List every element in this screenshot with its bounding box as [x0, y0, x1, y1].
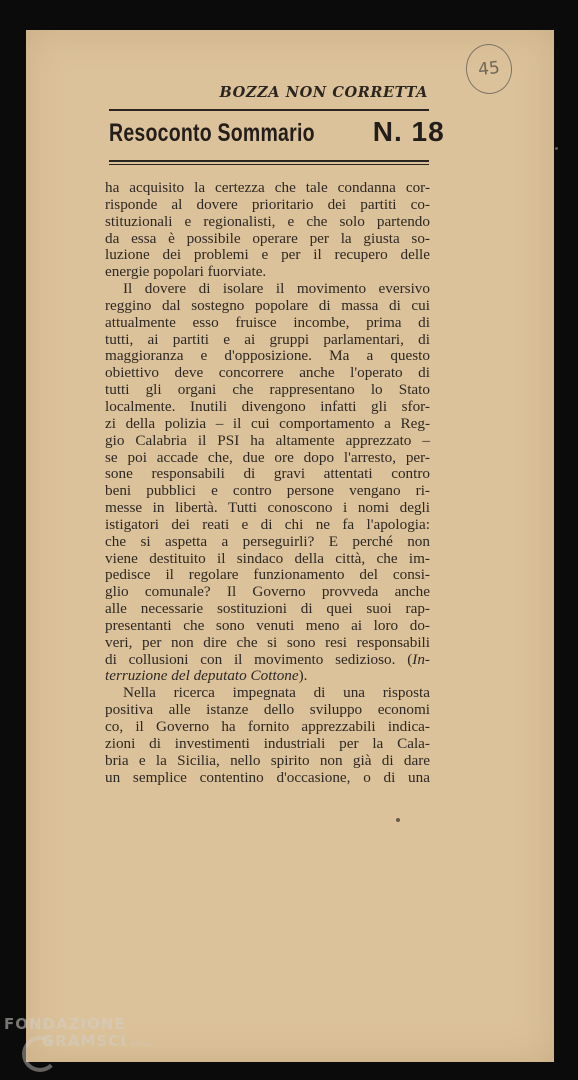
text-line: messe in libertà. Tutti conoscono i nomi degli: [105, 499, 430, 517]
text-line: positiva alle istanze dello sviluppo economi: [105, 701, 430, 719]
text-line: che si aspetta a perseguirli? E perché non: [105, 532, 430, 550]
text-line: gio Calabria il PSI ha altamente apprezzato –: [105, 431, 430, 449]
text-line: viene destituito il sindaco della città, che im-: [105, 549, 430, 567]
text-line: terruzione del deputato Cottone).: [105, 667, 308, 685]
text-line: reggino dal sostegno popolare di massa di cui: [105, 296, 430, 314]
text-line: sone responsabili di gravi attentati contro: [105, 465, 430, 483]
proof-label: BOZZA NON CORRETTA: [219, 84, 428, 101]
text-line: zioni di investimenti industriali per la Cala-: [105, 734, 430, 752]
text-line: luzione dei problemi e per il recupero delle: [105, 246, 430, 264]
text-line: istigatori dei reati e di chi ne fa l'apologia:: [105, 515, 430, 533]
text-line: beni pubblici e contro persone vengano ri-: [105, 482, 430, 500]
text-line: tutti gli organi che rappresentano lo Stato: [105, 381, 430, 399]
text-line: risponde al dovere prioritario dei partiti co-: [105, 195, 430, 213]
paper-speck: [396, 818, 400, 822]
text-line: da essa è possibile operare per la giusta so-: [105, 229, 430, 247]
text-line: energie popolari fuorviate.: [105, 263, 267, 281]
header-rule-bottom: [109, 160, 429, 165]
text-line: ha acquisito la certezza che tale condanna cor-: [105, 179, 430, 196]
text-line: veri, per non dire che si sono resi responsabili: [105, 633, 430, 651]
text-line: zi della polizia – il cui comportamento a Reg-: [105, 414, 430, 432]
paper-speck: [555, 147, 558, 150]
text-line: se poi accade che, due ore dopo l'arresto, per-: [105, 448, 430, 466]
text-line: Nella ricerca impegnata di una risposta: [123, 684, 430, 702]
text-line: maggioranza e d'opposizione. Ma a questo: [105, 347, 430, 365]
text-line: un semplice contentino d'occasione, o di una: [105, 768, 430, 786]
text-line: di collusioni con il movimento sedizioso. (In-: [105, 650, 430, 668]
header-rule-top: [109, 109, 429, 111]
text-line: obiettivo deve concorrere anche l'operato di: [105, 364, 430, 382]
page-number: 45: [464, 42, 515, 97]
text-line: bria e la Sicilia, nello spirito non già di dare: [105, 751, 430, 769]
document-header: [109, 116, 445, 148]
text-line: alle necessarie sostituzioni di quei suoi rap-: [105, 600, 430, 618]
watermark: [4, 1016, 152, 1052]
watermark-line2-wrap: [4, 1033, 152, 1052]
watermark-suffix: onlus: [130, 1039, 153, 1048]
text-line: tutti, ai partiti e ai gruppi parlamentari, di: [105, 330, 430, 348]
text-line: co, il Governo ha fornito apprezzabili indica-: [105, 718, 430, 735]
body-text: [105, 180, 430, 786]
text-line: presentanti che sono venuti meno ai loro do-: [105, 616, 430, 634]
watermark-line2: GRAMSCI: [42, 1032, 127, 1050]
text-line: stituzionali e regionalisti, e che solo partendo: [105, 212, 430, 230]
text-line: attualmente esso fruisce incombe, prima di: [105, 313, 430, 331]
text-line: Il dovere di isolare il movimento eversivo: [123, 280, 430, 298]
document-title: Resoconto Sommario: [109, 119, 315, 147]
text-line: pedisce il regolare funzionamento del consi-: [105, 566, 430, 584]
text-line: localmente. Inutili divengono infatti gli sfor-: [105, 397, 430, 415]
watermark-line1: FONDAZIONE: [4, 1015, 126, 1033]
text-line: glio comunale? Il Governo provveda anche: [105, 583, 430, 601]
document-number: N. 18: [372, 116, 445, 147]
